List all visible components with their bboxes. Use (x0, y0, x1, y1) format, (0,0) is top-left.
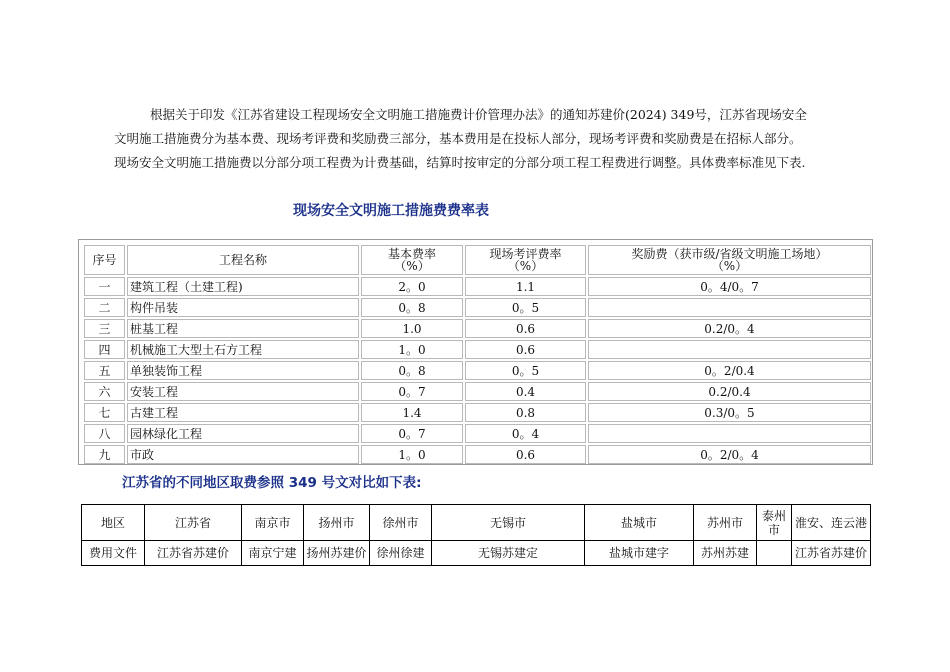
row-eval-rate: 0。4 (465, 424, 586, 443)
row-no: 二 (84, 298, 125, 317)
row-name: 单独装饰工程 (127, 361, 359, 380)
document-cell: 江苏省苏建价 (145, 541, 242, 566)
header-reward-rate (588, 245, 871, 275)
table-row (84, 424, 871, 443)
header-base-rate (361, 245, 463, 275)
intro-line-2: 文明施工措施费分为基本费、现场考评费和奖励费三部分，基本费用是在投标人部分，现场考评费和奖励费是在招标人部分。 (114, 131, 802, 146)
table-row (84, 298, 871, 317)
region-cell: 淮安、连云港 (792, 505, 871, 541)
row-name: 安装工程 (127, 382, 359, 401)
header-eval-rate (465, 245, 586, 275)
region-cell: 徐州市 (370, 505, 432, 541)
row-eval-rate: 1.1 (465, 277, 586, 296)
row-eval-rate: 0.6 (465, 319, 586, 338)
rate-table-title: 现场安全文明施工措施费费率表 (293, 203, 489, 219)
row-no: 七 (84, 403, 125, 422)
row-base-rate: 0。8 (361, 361, 463, 380)
document-cell: 徐州徐建 (370, 541, 432, 566)
row-reward-rate: 0.2/0。4 (588, 319, 871, 338)
row-no: 五 (84, 361, 125, 380)
row-reward-rate: 0.2/0.4 (588, 382, 871, 401)
table-row (84, 277, 871, 296)
region-cell: 地区 (82, 505, 145, 541)
row-no: 三 (84, 319, 125, 338)
header-no: 序号 (84, 245, 125, 275)
row-name: 园林绿化工程 (127, 424, 359, 443)
rate-table (82, 243, 873, 466)
compare-row-document (82, 541, 871, 566)
row-eval-rate: 0.8 (465, 403, 586, 422)
document-cell: 无锡苏建定 (432, 541, 585, 566)
header-base-line2: （%） (394, 259, 430, 273)
rate-table-header-row (84, 245, 871, 275)
row-reward-rate: 0.3/0。5 (588, 403, 871, 422)
row-reward-rate (588, 340, 871, 359)
row-base-rate: 2。0 (361, 277, 463, 296)
row-no: 一 (84, 277, 125, 296)
row-no: 四 (84, 340, 125, 359)
row-eval-rate: 0.4 (465, 382, 586, 401)
region-cell: 泰州市 (757, 505, 792, 541)
row-base-rate: 1.4 (361, 403, 463, 422)
compare-table (81, 504, 871, 566)
region-cell: 苏州市 (694, 505, 757, 541)
region-cell: 扬州市 (304, 505, 370, 541)
document-cell: 南京宁建 (242, 541, 304, 566)
header-reward-line1: 奖励费（获市级/省级文明施工场地） (631, 247, 828, 261)
intro-paragraph (114, 103, 874, 175)
compare-table-title: 江苏省的不同地区取费参照 349 号文对比如下表: (122, 475, 422, 491)
row-base-rate: 1。0 (361, 445, 463, 464)
document-cell: 苏州苏建 (694, 541, 757, 566)
intro-line-3: 现场安全文明施工措施费以分部分项工程费为计费基础，结算时按审定的分部分项工程工程费进行调整。具体费率标准见下表. (114, 155, 806, 170)
row-base-rate: 0。7 (361, 424, 463, 443)
row-base-rate: 0。7 (361, 382, 463, 401)
row-name: 桩基工程 (127, 319, 359, 338)
table-row (84, 340, 871, 359)
header-eval-line1: 现场考评费率 (489, 247, 562, 261)
region-cell: 无锡市 (432, 505, 585, 541)
row-no: 八 (84, 424, 125, 443)
row-name: 机械施工大型土石方工程 (127, 340, 359, 359)
table-row (84, 403, 871, 422)
region-cell: 盐城市 (585, 505, 694, 541)
table-row (84, 319, 871, 338)
row-name: 建筑工程（土建工程) (127, 277, 359, 296)
row-eval-rate: 0.6 (465, 445, 586, 464)
row-reward-rate (588, 298, 871, 317)
row-reward-rate: 0。2/0.4 (588, 361, 871, 380)
document-cell: 费用文件 (82, 541, 145, 566)
row-reward-rate: 0。2/0。4 (588, 445, 871, 464)
document-cell: 扬州苏建价 (304, 541, 370, 566)
row-no: 六 (84, 382, 125, 401)
row-eval-rate: 0.6 (465, 340, 586, 359)
table-row (84, 445, 871, 464)
intro-line-1: 根据关于印发《江苏省建设工程现场安全文明施工措施费计价管理办法》的通知苏建价(2024) 349号，江苏省现场安全 (150, 107, 807, 122)
row-name: 构件吊装 (127, 298, 359, 317)
document-cell (757, 541, 792, 566)
document-cell: 江苏省苏建价 (792, 541, 871, 566)
region-cell: 江苏省 (145, 505, 242, 541)
row-base-rate: 1.0 (361, 319, 463, 338)
table-row (84, 382, 871, 401)
row-name: 市政 (127, 445, 359, 464)
rate-table-frame (78, 239, 873, 465)
header-base-line1: 基本费率 (387, 247, 436, 261)
row-name: 古建工程 (127, 403, 359, 422)
row-base-rate: 1。0 (361, 340, 463, 359)
document-cell: 盐城市建字 (585, 541, 694, 566)
row-base-rate: 0。8 (361, 298, 463, 317)
header-name: 工程名称 (127, 245, 359, 275)
row-eval-rate: 0。5 (465, 298, 586, 317)
table-row (84, 361, 871, 380)
header-eval-line2: （%） (507, 259, 544, 273)
row-no: 九 (84, 445, 125, 464)
region-cell: 南京市 (242, 505, 304, 541)
compare-row-region (82, 505, 871, 541)
row-reward-rate: 0。4/0。7 (588, 277, 871, 296)
row-reward-rate (588, 424, 871, 443)
row-eval-rate: 0。5 (465, 361, 586, 380)
header-reward-line2: （%） (711, 259, 748, 273)
